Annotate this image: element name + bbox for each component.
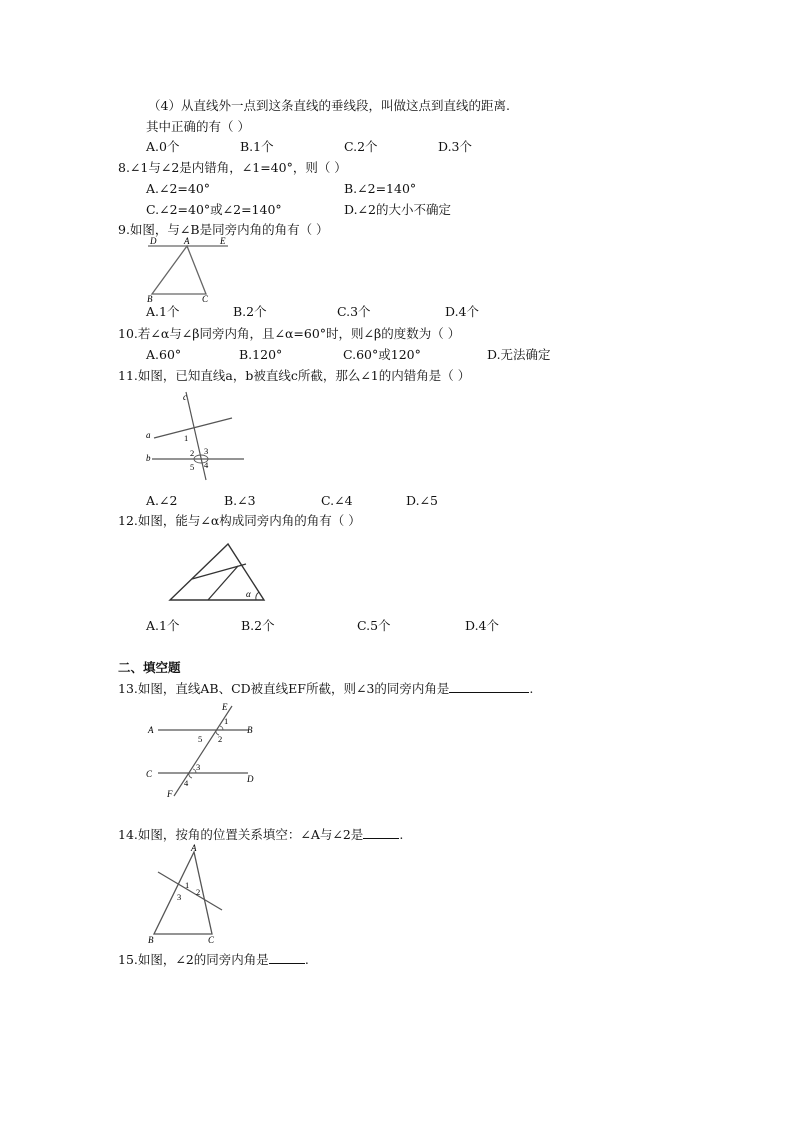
q15-stem — [118, 951, 309, 968]
q14-stem — [118, 826, 403, 843]
q9-label-e: E — [220, 236, 226, 246]
q13-angle-1: 1 — [224, 716, 229, 726]
q12-option-d: D.4个 — [465, 618, 500, 633]
q7-option-a: A.0个 — [146, 139, 180, 154]
q13-angle-3: 3 — [196, 762, 201, 772]
q11-figure — [140, 388, 250, 484]
q8-option-a: A.∠2=40° — [146, 181, 211, 196]
q14-stem-end: . — [399, 827, 404, 842]
q11-option-b: B.∠3 — [224, 493, 256, 508]
q13-answer-blank[interactable] — [449, 680, 529, 693]
q13-stem-text: 13.如图，直线AB、CD被直线EF所截，则∠3的同旁内角是 — [118, 681, 450, 696]
q9-label-c: C — [202, 294, 209, 304]
q11-label-c: c — [183, 392, 187, 402]
q7-item4: （4）从直线外一点到这条直线的垂线段，叫做这点到直线的距离. — [148, 98, 510, 113]
q9-option-c: C.3个 — [337, 304, 371, 319]
q14-angle-3: 3 — [177, 892, 182, 902]
q14-label-b: B — [148, 935, 154, 945]
q14-angle-2: 2 — [196, 887, 201, 897]
q13-angle-4: 4 — [184, 778, 189, 788]
q13-stem-end: . — [529, 681, 534, 696]
q10-stem: 10.若∠α与∠β同旁内角，且∠α=60°时，则∠β的度数为（ ） — [118, 326, 461, 341]
q8-stem: 8.∠1与∠2是内错角，∠1=40°，则（ ） — [118, 160, 347, 175]
q14-label-c: C — [208, 935, 215, 945]
q15-stem-end: . — [304, 952, 309, 967]
q7-option-c: C.2个 — [344, 139, 378, 154]
q11-angle-4: 4 — [204, 460, 209, 470]
q11-angle-1: 1 — [184, 433, 189, 443]
q12-figure — [160, 540, 270, 606]
q13-angle-5: 5 — [198, 734, 203, 744]
q12-stem: 12.如图，能与∠α构成同旁内角的角有（ ） — [118, 513, 361, 528]
q13-label-a: A — [148, 725, 154, 735]
q14-angle-1: 1 — [185, 880, 190, 890]
q11-angle-5: 5 — [190, 462, 195, 472]
q13-label-e: E — [222, 702, 228, 712]
q11-angle-3: 3 — [204, 446, 209, 456]
q13-stem — [118, 680, 533, 697]
q11-label-b: b — [146, 453, 151, 463]
q8-option-d: D.∠2的大小不确定 — [344, 202, 451, 217]
q9-stem: 9.如图，与∠B是同旁内角的角有（ ） — [118, 222, 329, 237]
q10-option-b: B.120° — [239, 347, 283, 362]
q8-option-c: C.∠2=40°或∠2=140° — [146, 202, 282, 217]
q9-option-d: D.4个 — [445, 304, 480, 319]
q10-option-a: A.60° — [146, 347, 182, 362]
q14-label-a: A — [191, 843, 197, 853]
q13-label-d: D — [247, 774, 254, 784]
q9-option-b: B.2个 — [233, 304, 267, 319]
q8-option-b: B.∠2=140° — [344, 181, 417, 196]
q13-angle-2: 2 — [218, 734, 223, 744]
q11-stem: 11.如图，已知直线a，b被直线c所截，那么∠1的内错角是（ ） — [118, 368, 471, 383]
q13-figure — [140, 700, 270, 800]
q11-option-d: D.∠5 — [406, 493, 438, 508]
q12-label-alpha: α — [246, 589, 251, 599]
q7-prompt: 其中正确的有（ ） — [146, 119, 250, 134]
q11-option-a: A.∠2 — [146, 493, 178, 508]
q15-answer-blank[interactable] — [269, 951, 305, 964]
q7-option-d: D.3个 — [438, 139, 473, 154]
q14-stem-text: 14.如图，按角的位置关系填空：∠A与∠2是 — [118, 827, 364, 842]
q9-label-a: A — [184, 236, 190, 246]
q14-answer-blank[interactable] — [363, 826, 399, 839]
q7-option-b: B.1个 — [240, 139, 274, 154]
q9-label-d: D — [150, 236, 157, 246]
q10-option-d: D.无法确定 — [487, 347, 551, 362]
q11-label-a: a — [146, 430, 151, 440]
q9-figure — [140, 236, 240, 306]
q11-option-c: C.∠4 — [321, 493, 353, 508]
q12-option-a: A.1个 — [146, 618, 180, 633]
q15-stem-text: 15.如图，∠2的同旁内角是 — [118, 952, 269, 967]
q9-option-a: A.1个 — [146, 304, 180, 319]
section-title-fill-in: 二、填空题 — [118, 660, 181, 675]
q10-option-c: C.60°或120° — [343, 347, 421, 362]
q12-option-b: B.2个 — [241, 618, 275, 633]
q9-label-b: B — [147, 294, 153, 304]
q11-angle-2: 2 — [190, 448, 195, 458]
q13-label-c: C — [146, 769, 153, 779]
q12-option-c: C.5个 — [357, 618, 391, 633]
q14-figure — [140, 842, 240, 948]
q13-label-f: F — [167, 789, 173, 799]
q13-label-b: B — [247, 725, 253, 735]
